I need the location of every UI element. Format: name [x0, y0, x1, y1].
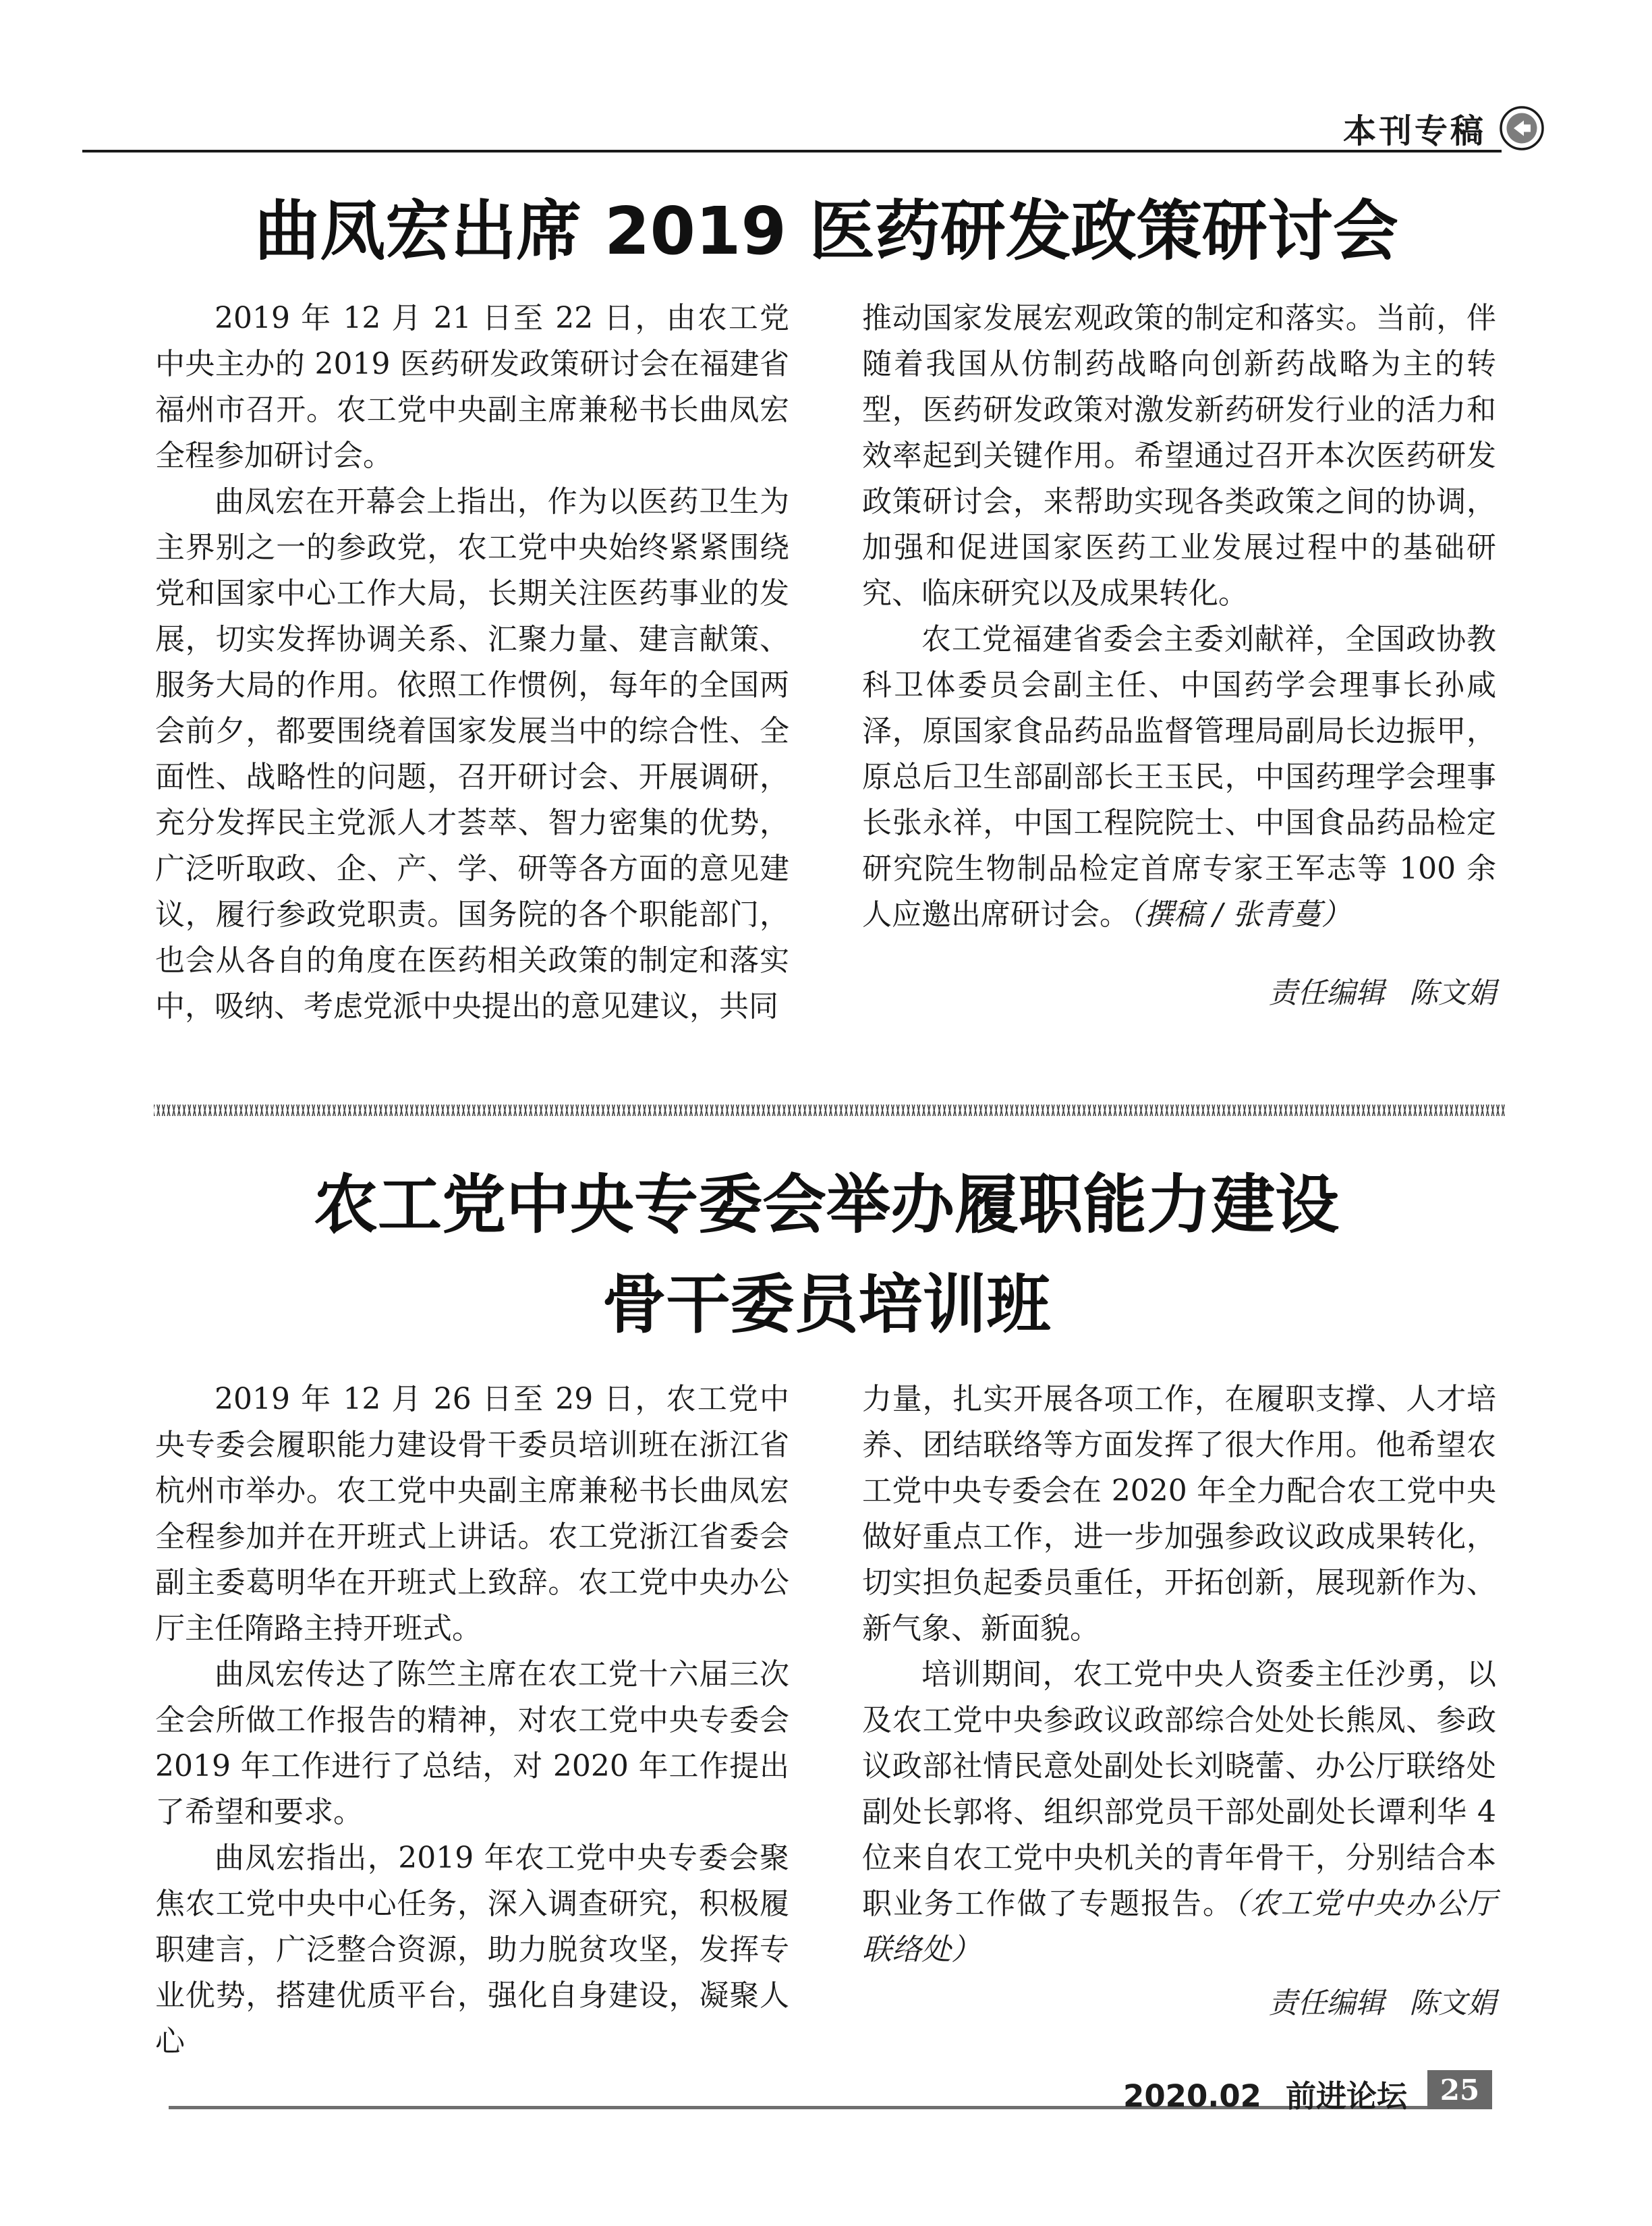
- article1-right-column: [862, 296, 1496, 938]
- editor-name: 陈文娟: [1409, 976, 1496, 1010]
- article1-editor-line: [862, 970, 1496, 1011]
- footer-journal-name: 前进论坛: [1285, 2078, 1407, 2114]
- paragraph-text: 农工党福建省委会主委刘献祥，全国政协教科卫体委员会副主任、中国药学会理事长孙咸泽，原国家食品药品监督管理局副局长边振甲，原总后卫生部副部长王玉民，中国药理学会理事长张永祥，中国工程院院士、中国食品药品检定研究院生物制品检定首席专家王军志等 100 余人应邀出席研讨会。: [862, 622, 1496, 932]
- paragraph: 曲凤宏在开幕会上指出，作为以医药卫生为主界别之一的参政党，农工党中央始终紧紧围绕党和国家中心工作大局，长期关注医药事业的发展，切实发挥协调关系、汇聚力量、建言献策、服务大局的作用。依照工作惯例，每年的全国两会前夕，都要围绕着国家发展当中的综合性、全面性、战略性的问题，召开研讨会、开展调研，充分发挥民主党派人才荟萃、智力密集的优势，广泛听取政、企、产、学、研等各方面的意见建议，履行参政党职责。国务院的各个职能部门，也会从各自的角度在医药相关政策的制定和落实中，吸纳、考虑党派中央提出的意见建议，共同: [155, 484, 789, 1024]
- paragraph: 曲凤宏指出，2019 年农工党中央专委会聚焦农工党中央中心任务，深入调查研究，积极履职建言，广泛整合资源，助力脱贫攻坚，发挥专业优势，搭建优质平台，强化自身建设，凝聚人心: [155, 1841, 789, 2059]
- header-rule: [82, 150, 1502, 152]
- footer-issue: 2020.02: [1123, 2078, 1261, 2114]
- paragraph: 力量，扎实开展各项工作，在履职支撑、人才培养、团结联络等方面发挥了很大作用。他希望农工党中央专委会在 2020 年全力配合农工党中央做好重点工作，进一步加强参政议政成果转化，切实担负起委员重任，开拓创新，展现新作为、新气象、新面貌。: [862, 1382, 1496, 1646]
- article2-left-column: [155, 1376, 789, 2065]
- paragraph-text: 培训期间，农工党中央人资委主任沙勇，以及农工党中央参政议政部综合处处长熊凤、参政议政部社情民意处副处长刘晓蕾、办公厅联络处副处长郭将、组织部党员干部处副处长谭利华 4 位来自农工党中央机关的青年骨干，分别结合本职业务工作做了专题报告。: [862, 1657, 1496, 1921]
- article1-left-column: [155, 296, 789, 1030]
- section-label: 本刊专稿: [1342, 112, 1486, 150]
- editor-label: 责任编辑: [1268, 1986, 1385, 2020]
- byline-credit: （撰稿 / 张青蔓）: [1129, 897, 1351, 932]
- paragraph: [862, 1652, 1496, 1973]
- article2-right-column: [862, 1376, 1496, 1973]
- article2-title: [81, 1155, 1572, 1355]
- byline-credit: （农工党中央办公厅联络处）: [862, 1887, 1497, 1967]
- article2-title-line2: 骨干委员培训班: [602, 1268, 1051, 1342]
- circle-back-arrow-icon: [1499, 105, 1545, 151]
- article1-title: 曲凤宏出席 2019 医药研发政策研讨会: [254, 193, 1398, 269]
- paragraph: 2019 年 12 月 26 日至 29 日，农工党中央专委会履职能力建设骨干委员培训班在浙江省杭州市举办。农工党中央副主席兼秘书长曲凤宏全程参加并在开班式上讲话。农工党浙江省委会副主委葛明华在开班式上致辞。农工党中央办公厅主任隋路主持开班式。: [155, 1382, 789, 1646]
- footer-text: [1123, 2071, 1407, 2115]
- paragraph: 2019 年 12 月 21 日至 22 日，由农工党中央主办的 2019 医药研发政策研讨会在福建省福州市召开。农工党中央副主席兼秘书长曲凤宏全程参加研讨会。: [155, 301, 789, 473]
- paragraph: 曲凤宏传达了陈竺主席在农工党十六届三次全会所做工作报告的精神，对农工党中央专委会 2019 年工作进行了总结，对 2020 年工作提出了希望和要求。: [155, 1657, 789, 1829]
- section-divider: [154, 1105, 1506, 1116]
- article2-editor-line: [862, 1980, 1496, 2022]
- paragraph: [862, 617, 1496, 938]
- editor-label: 责任编辑: [1268, 976, 1385, 1010]
- page-number-badge: 25: [1427, 2070, 1492, 2109]
- paragraph: 推动国家发展宏观政策的制定和落实。当前，伴随着我国从仿制药战略向创新药战略为主的转型，医药研发政策对激发新药研发行业的活力和效率起到关键作用。希望通过召开本次医药研发政策研讨会，来帮助实现各类政策之间的协调，加强和促进国家医药工业发展过程中的基础研究、临床研究以及成果转化。: [862, 301, 1496, 611]
- article2-title-line1: 农工党中央专委会举办履职能力建设: [313, 1168, 1339, 1242]
- editor-name: 陈文娟: [1409, 1986, 1496, 2020]
